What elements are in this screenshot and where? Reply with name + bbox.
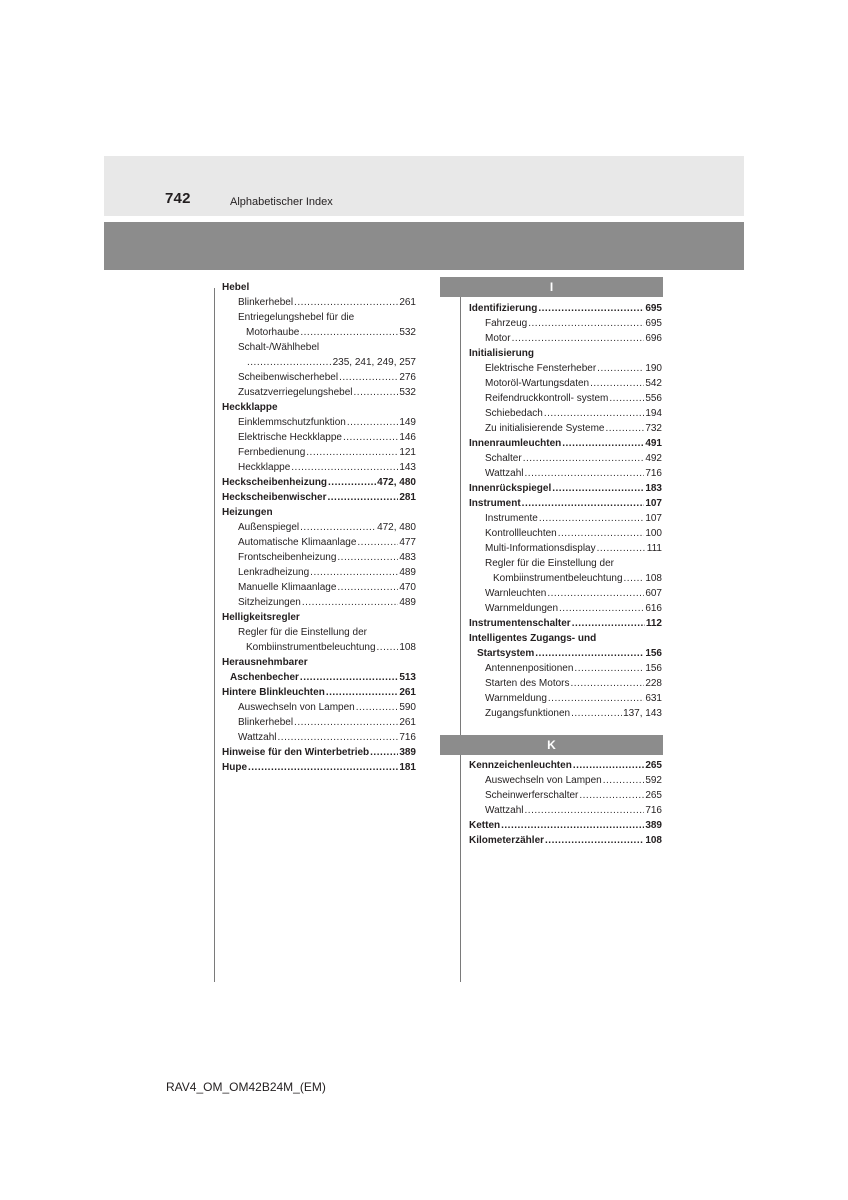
- entry-term: Intelligentes Zugangs- und: [469, 633, 597, 644]
- index-entry: [222, 565, 416, 580]
- leader-dots: [590, 376, 644, 391]
- leader-dots: [574, 661, 644, 676]
- leader-dots: [535, 646, 644, 661]
- leader-dots: [300, 670, 398, 685]
- index-entry: [469, 451, 662, 466]
- entry-page: 472, 480: [377, 522, 416, 533]
- index-entry: [469, 833, 662, 848]
- leader-dots: [512, 331, 645, 346]
- leader-dots: [337, 550, 398, 565]
- entry-term: Initialisierung: [469, 348, 535, 359]
- index-entry: [469, 676, 662, 691]
- left-column-rule: [214, 288, 215, 982]
- entry-term: Starten des Motors: [485, 678, 570, 689]
- index-entry: [222, 295, 416, 310]
- index-entry: [222, 490, 416, 505]
- index-entry: [469, 421, 662, 436]
- entry-page: 265: [645, 760, 662, 771]
- entry-page: 532: [399, 327, 416, 338]
- leader-dots: [294, 295, 398, 310]
- leader-dots: [544, 406, 644, 421]
- entry-page: 489: [399, 567, 416, 578]
- leader-dots: [300, 520, 376, 535]
- index-entry: [469, 481, 662, 496]
- leader-dots: [357, 535, 398, 550]
- index-entry: [222, 325, 416, 340]
- header-band: [104, 156, 744, 216]
- entry-page: 472, 480: [377, 477, 416, 488]
- index-entry: [222, 685, 416, 700]
- entry-term: Herausnehmbarer: [222, 657, 308, 668]
- entry-term: Kennzeichenleuchten: [469, 760, 572, 771]
- index-entry: [222, 355, 416, 370]
- entry-term: Ketten: [469, 820, 501, 831]
- index-entry: [222, 655, 416, 670]
- leader-dots: [525, 803, 645, 818]
- index-section-k: [469, 758, 662, 848]
- entry-page: 696: [645, 333, 662, 344]
- index-entry: [469, 631, 662, 646]
- entry-page: 389: [645, 820, 662, 831]
- entry-page: 532: [399, 387, 416, 398]
- index-entry: [222, 415, 416, 430]
- entry-term: Elektrische Heckklappe: [238, 432, 342, 443]
- leader-dots: [573, 758, 645, 773]
- entry-page: 276: [399, 372, 416, 383]
- leader-dots: [525, 466, 645, 481]
- entry-term: Frontscheibenheizung: [238, 552, 337, 563]
- leader-dots: [547, 586, 644, 601]
- index-entry: [222, 370, 416, 385]
- entry-page: 732: [645, 423, 662, 434]
- index-entry: [222, 715, 416, 730]
- index-entry: [222, 475, 416, 490]
- entry-page: 556: [645, 393, 662, 404]
- entry-term: Reifendruckkontroll- system: [485, 393, 609, 404]
- entry-term: Instrumentenschalter: [469, 618, 571, 629]
- right-column-rule: [460, 297, 461, 982]
- entry-page: 112: [645, 618, 662, 629]
- leader-dots: [522, 496, 645, 511]
- index-entry: [222, 505, 416, 520]
- leader-dots: [597, 541, 646, 556]
- page-number: 742: [165, 190, 191, 207]
- entry-page: 137, 143: [623, 708, 662, 719]
- index-entry: [222, 625, 416, 640]
- entry-term: Heckscheibenheizung: [222, 477, 328, 488]
- leader-dots: [328, 475, 376, 490]
- entry-term: Heckklappe: [222, 402, 278, 413]
- leader-dots: [559, 601, 644, 616]
- entry-page: 107: [645, 513, 662, 524]
- letter-header-k: K: [440, 735, 663, 755]
- entry-page: 228: [645, 678, 662, 689]
- index-entry: [469, 571, 662, 586]
- entry-term: Wattzahl: [485, 805, 524, 816]
- leader-dots: [570, 676, 644, 691]
- index-entry: [469, 586, 662, 601]
- entry-page: 149: [399, 417, 416, 428]
- entry-term: Multi-Informationsdisplay: [485, 543, 596, 554]
- entry-page: 265: [645, 790, 662, 801]
- leader-dots: [370, 745, 398, 760]
- entry-page: 716: [399, 732, 416, 743]
- leader-dots: [354, 385, 399, 400]
- index-entry: [469, 691, 662, 706]
- entry-page: 616: [645, 603, 662, 614]
- entry-term: Hinweise für den Winterbetrieb: [222, 747, 370, 758]
- letter-header-i: I: [440, 277, 663, 297]
- entry-term: Startsystem: [477, 648, 535, 659]
- entry-page: 483: [399, 552, 416, 563]
- entry-term: Kombiinstrumentbeleuchtung: [246, 642, 376, 653]
- leader-dots: [337, 580, 398, 595]
- leader-dots: [248, 760, 398, 775]
- entry-term: Kombiinstrumentbeleuchtung: [493, 573, 623, 584]
- entry-page: 181: [399, 762, 416, 773]
- index-entry: [469, 301, 662, 316]
- entry-term: Helligkeitsregler: [222, 612, 300, 623]
- entry-page: 143: [399, 462, 416, 473]
- leader-dots: [606, 421, 645, 436]
- entry-term: Scheibenwischerhebel: [238, 372, 339, 383]
- entry-term: Scheinwerferschalter: [485, 790, 579, 801]
- entry-term: Hebel: [222, 282, 250, 293]
- entry-page: 716: [645, 805, 662, 816]
- entry-term: Aschenbecher: [230, 672, 299, 683]
- entry-term: Wattzahl: [485, 468, 524, 479]
- entry-term: Warnleuchten: [485, 588, 547, 599]
- footer-document-code: RAV4_OM_OM42B24M_(EM): [166, 1080, 326, 1094]
- entry-term: Heckklappe: [238, 462, 291, 473]
- index-entry: [469, 466, 662, 481]
- index-entry: [222, 670, 416, 685]
- index-entry: [469, 556, 662, 571]
- index-entry: [469, 646, 662, 661]
- entry-page: 492: [645, 453, 662, 464]
- entry-page: 470: [399, 582, 416, 593]
- leader-dots: [294, 715, 398, 730]
- index-entry: [222, 460, 416, 475]
- entry-term: Sitzheizungen: [238, 597, 301, 608]
- entry-page: 194: [645, 408, 662, 419]
- index-entry: [469, 616, 662, 631]
- leader-dots: [501, 818, 644, 833]
- entry-page: 477: [399, 537, 416, 548]
- section-title: Alphabetischer Index: [230, 196, 333, 208]
- leader-dots: [562, 436, 644, 451]
- leader-dots: [624, 571, 645, 586]
- index-entry: [222, 310, 416, 325]
- leader-dots: [291, 460, 398, 475]
- index-entry: [222, 280, 416, 295]
- index-entry: [469, 331, 662, 346]
- index-entry: [469, 661, 662, 676]
- index-entry: [469, 818, 662, 833]
- entry-term: Hupe: [222, 762, 247, 773]
- leader-dots: [538, 301, 644, 316]
- entry-term: Antennenpositionen: [485, 663, 574, 674]
- entry-page: 607: [645, 588, 662, 599]
- entry-term: Motoröl-Wartungsdaten: [485, 378, 590, 389]
- entry-term: Schiebedach: [485, 408, 543, 419]
- entry-term: Blinkerhebel: [238, 717, 294, 728]
- index-entry: [469, 541, 662, 556]
- index-entry: [222, 385, 416, 400]
- entry-page: 592: [645, 775, 662, 786]
- entry-term: Schalt-/Wählhebel: [238, 342, 320, 353]
- entry-term: Automatische Klimaanlage: [238, 537, 357, 548]
- entry-term: Auswechseln von Lampen: [485, 775, 602, 786]
- index-entry: [222, 595, 416, 610]
- index-entry: [469, 376, 662, 391]
- entry-term: Zu initialisierende Systeme: [485, 423, 605, 434]
- entry-page: 121: [399, 447, 416, 458]
- index-entry: [222, 400, 416, 415]
- leader-dots: [247, 355, 332, 370]
- index-entry: [222, 430, 416, 445]
- entry-term: Zugangsfunktionen: [485, 708, 571, 719]
- index-entry: [222, 700, 416, 715]
- index-entry: [222, 445, 416, 460]
- entry-page: 631: [645, 693, 662, 704]
- entry-page: 156: [645, 663, 662, 674]
- entry-term: Motor: [485, 333, 511, 344]
- index-entry: [469, 496, 662, 511]
- entry-page: 542: [645, 378, 662, 389]
- leader-dots: [603, 773, 645, 788]
- entry-term: Außenspiegel: [238, 522, 300, 533]
- leader-dots: [300, 325, 398, 340]
- index-entry: [469, 436, 662, 451]
- leader-dots: [571, 706, 622, 721]
- entry-term: Zusatzverriegelungshebel: [238, 387, 353, 398]
- entry-term: Warnmeldungen: [485, 603, 559, 614]
- entry-page: 695: [645, 318, 662, 329]
- index-entry: [469, 803, 662, 818]
- entry-page: 389: [399, 747, 416, 758]
- entry-term: Innenraumleuchten: [469, 438, 562, 449]
- entry-term: Regler für die Einstellung der: [485, 558, 614, 569]
- entry-page: 111: [646, 543, 662, 554]
- leader-dots: [572, 616, 645, 631]
- entry-page: 108: [645, 573, 662, 584]
- entry-term: Schalter: [485, 453, 522, 464]
- entry-term: Innenrückspiegel: [469, 483, 552, 494]
- index-entry: [222, 760, 416, 775]
- leader-dots: [343, 430, 398, 445]
- entry-term: Warnmeldung: [485, 693, 547, 704]
- leader-dots: [339, 370, 398, 385]
- entry-page: 108: [645, 835, 662, 846]
- leader-dots: [579, 788, 644, 803]
- leader-dots: [528, 316, 644, 331]
- entry-term: Identifizierung: [469, 303, 538, 314]
- leader-dots: [306, 445, 398, 460]
- index-entry: [222, 640, 416, 655]
- index-entry: [469, 511, 662, 526]
- leader-dots: [539, 511, 645, 526]
- index-entry: [469, 361, 662, 376]
- entry-term: Lenkradheizung: [238, 567, 310, 578]
- index-entry: [222, 580, 416, 595]
- index-entry: [469, 706, 662, 721]
- entry-term: Fernbedienung: [238, 447, 306, 458]
- left-index-column: [222, 280, 416, 775]
- entry-term: Blinkerhebel: [238, 297, 294, 308]
- index-entry: [222, 550, 416, 565]
- entry-term: Elektrische Fensterheber: [485, 363, 597, 374]
- index-entry: [469, 526, 662, 541]
- index-entry: [469, 346, 662, 361]
- entry-term: Hintere Blinkleuchten: [222, 687, 325, 698]
- index-section-i: [469, 301, 662, 721]
- index-entry: [222, 340, 416, 355]
- index-entry: [222, 520, 416, 535]
- leader-dots: [558, 526, 645, 541]
- leader-dots: [328, 490, 399, 505]
- entry-term: Kontrollleuchten: [485, 528, 557, 539]
- entry-term: Wattzahl: [238, 732, 277, 743]
- entry-term: Heckscheibenwischer: [222, 492, 327, 503]
- index-entry: [222, 745, 416, 760]
- index-entry: [222, 610, 416, 625]
- leader-dots: [609, 391, 644, 406]
- entry-term: Auswechseln von Lampen: [238, 702, 355, 713]
- index-entry: [469, 758, 662, 773]
- leader-dots: [377, 640, 399, 655]
- leader-dots: [552, 481, 644, 496]
- entry-page: 695: [645, 303, 662, 314]
- index-entry: [469, 406, 662, 421]
- index-entry: [469, 316, 662, 331]
- leader-dots: [310, 565, 398, 580]
- entry-page: 156: [645, 648, 662, 659]
- index-entry: [469, 773, 662, 788]
- entry-term: Regler für die Einstellung der: [238, 627, 367, 638]
- entry-page: 491: [645, 438, 662, 449]
- entry-page: 235, 241, 249, 257: [332, 357, 416, 368]
- leader-dots: [278, 730, 399, 745]
- leader-dots: [347, 415, 398, 430]
- entry-page: 108: [399, 642, 416, 653]
- entry-term: Heizungen: [222, 507, 273, 518]
- entry-page: 716: [645, 468, 662, 479]
- leader-dots: [597, 361, 644, 376]
- leader-dots: [356, 700, 399, 715]
- leader-dots: [545, 833, 644, 848]
- leader-dots: [302, 595, 398, 610]
- entry-term: Instrument: [469, 498, 521, 509]
- leader-dots: [326, 685, 399, 700]
- entry-term: Einklemmschutzfunktion: [238, 417, 346, 428]
- entry-term: Kilometerzähler: [469, 835, 545, 846]
- index-entry: [222, 730, 416, 745]
- entry-page: 281: [399, 492, 416, 503]
- leader-dots: [523, 451, 645, 466]
- entry-page: 190: [645, 363, 662, 374]
- index-entry: [469, 391, 662, 406]
- entry-page: 146: [399, 432, 416, 443]
- entry-term: Entriegelungshebel für die: [238, 312, 355, 323]
- index-entry: [469, 788, 662, 803]
- entry-term: Motorhaube: [246, 327, 300, 338]
- entry-page: 489: [399, 597, 416, 608]
- entry-page: 107: [645, 498, 662, 509]
- entry-term: Fahrzeug: [485, 318, 528, 329]
- entry-page: 261: [399, 717, 416, 728]
- index-entry: [222, 535, 416, 550]
- entry-term: Instrumente: [485, 513, 538, 524]
- entry-page: 513: [399, 672, 416, 683]
- index-entry: [469, 601, 662, 616]
- entry-page: 183: [645, 483, 662, 494]
- entry-page: 590: [399, 702, 416, 713]
- entry-page: 100: [645, 528, 662, 539]
- entry-page: 261: [399, 297, 416, 308]
- entry-term: Manuelle Klimaanlage: [238, 582, 337, 593]
- leader-dots: [548, 691, 644, 706]
- entry-page: 261: [399, 687, 416, 698]
- header-dark-band: [104, 222, 744, 270]
